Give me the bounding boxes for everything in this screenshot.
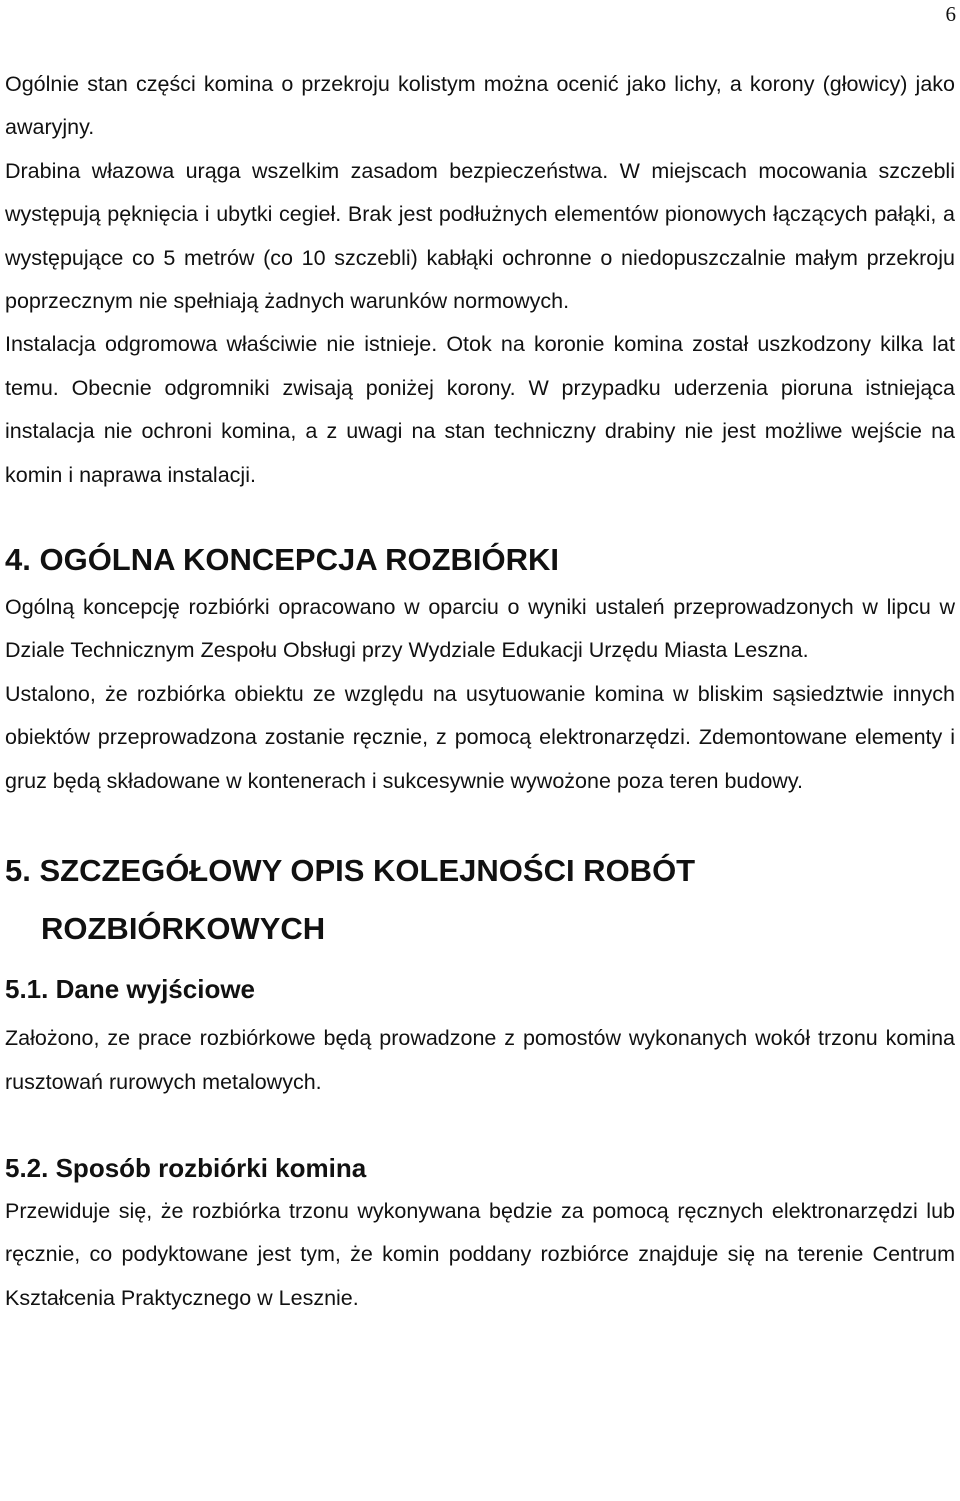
paragraph-findings: Ustalono, że rozbiórka obiektu ze względu na usytuowanie komina w bliskim sąsiedztwie innych obiektów przeprowadzona zostanie ręcznie, z pomocą elektronarzędzi. Zdemontowane elementy i gruz będą składowane w kontenerach i sukcesywnie wywożone poza teren budowy. [5,681,955,793]
section-heading-5-2: 5.2. Sposób rozbiórki komina [5,1152,367,1183]
section-heading-4: 4. OGÓLNA KONCEPCJA ROZBIÓRKI [5,542,560,578]
section-heading-5-1: 5.1. Dane wyjściowe [5,974,256,1005]
paragraph-input-data: Założono, ze prace rozbiórkowe będą prowadzone z pomostów wykonanych wokół trzonu komina rusztowań rurowych metalowych. [5,1026,955,1094]
paragraph-demolition-method: Przewiduje się, że rozbiórka trzonu wykonywana będzie za pomocą ręcznych elektronarzędzi lub ręcznie, co podyktowane jest tym, że komin poddany rozbiórce znajduje się na terenie Centrum Kształcenia Praktycznego w Lesznie. [5,1198,955,1310]
section-heading-5-line1: 5. SZCZEGÓŁOWY OPIS KOLEJNOŚCI ROBÓT [5,853,696,889]
section-heading-5 [5,842,955,958]
paragraph-chimney-condition: Ogólnie stan części komina o przekroju kolistym można ocenić jako lichy, a korony (głowicy) jako awaryjny. [5,72,955,140]
section-heading-5-line2: ROZBIÓRKOWYCH [41,911,326,947]
page-number: 6 [945,2,956,26]
paragraph-lightning-protection: Instalacja odgromowa właściwie nie istnieje. Otok na koronie komina został uszkodzony kilka lat temu. Obecnie odgromniki zwisają poniżej korony. W przypadku uderzenia pioruna istniejąca instalacja nie ochroni komina, a z uwagi na stan techniczny drabiny nie jest możliwe wejście na komin i naprawa instalacji. [5,332,955,487]
paragraph-concept: Ogólną koncepcję rozbiórki opracowano w oparciu o wyniki ustaleń przeprowadzonych w lipcu w Dziale Technicznym Zespołu Obsługi przy Wydziale Edukacji Urzędu Miasta Leszna. [5,595,955,663]
document-body [5,63,955,1320]
paragraph-ladder: Drabina włazowa urąga wszelkim zasadom bezpieczeństwa. W miejscach mocowania szczebli występują pęknięcia i ubytki cegieł. Brak jest podłużnych elementów pionowych łączących pałąki, a występujące co 5 metrów (co 10 szczebli) kabłąki ochronne o niedopuszczalnie małym przekroju poprzecznym nie spełniają żadnych warunków normowych. [5,158,955,314]
